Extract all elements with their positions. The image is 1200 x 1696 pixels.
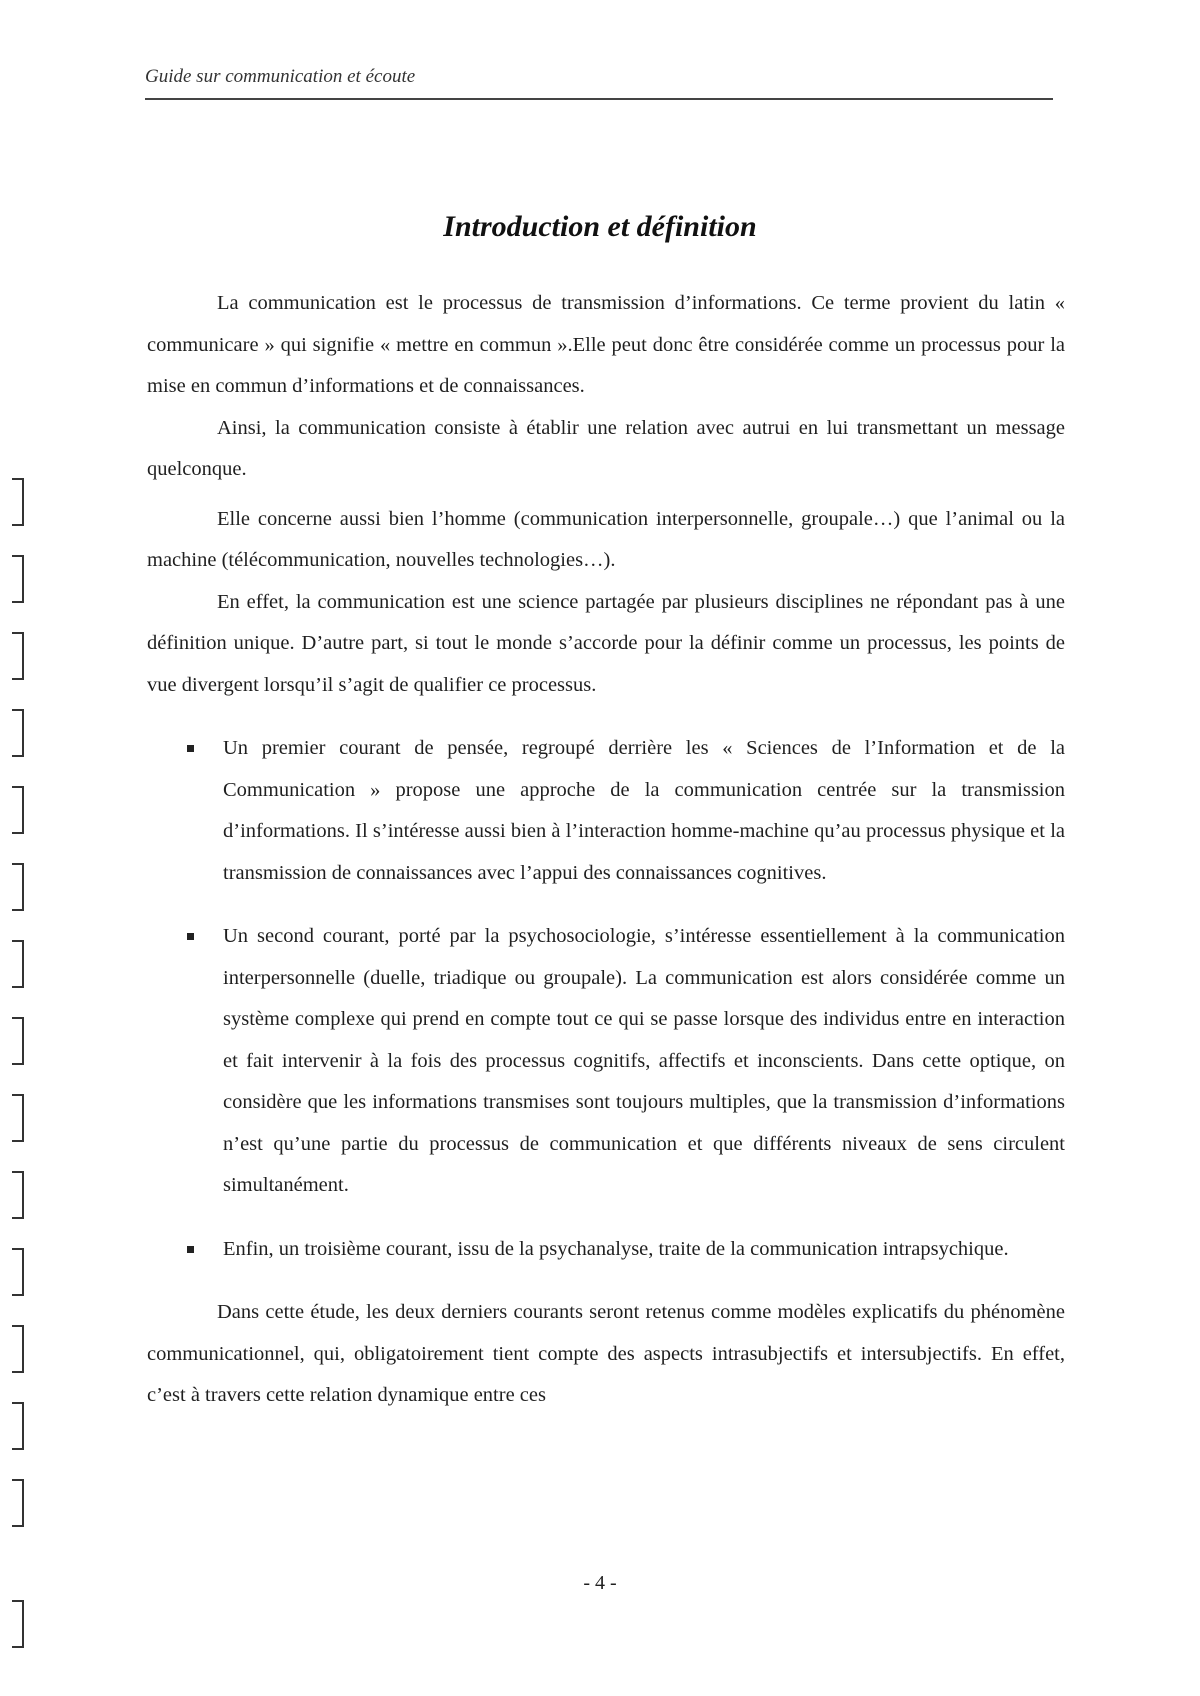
page-number: - 4 - [583, 1572, 617, 1594]
body-text [147, 283, 1065, 1417]
paragraph: Ainsi, la communication consiste à établir une relation avec autrui en lui transmettant un message quelconque. [147, 416, 1065, 480]
list-item [147, 728, 1065, 894]
binder-mark [12, 1479, 24, 1527]
binder-mark [12, 863, 24, 911]
running-header: Guide sur communication et écoute [145, 66, 416, 87]
paragraph: La communication est le processus de transmission d’informations. Ce terme provient du latin « communicare » qui signifie « mettre en commun ».Elle peut donc être considérée comme un processus pour la mise en commun d’informations et de connaissances. [147, 292, 1065, 397]
binder-mark [12, 786, 24, 834]
binder-mark [12, 940, 24, 988]
bullet-icon [187, 933, 194, 940]
header-rule [145, 98, 1053, 100]
bullet-list [147, 728, 1065, 1270]
section-title: Introduction et définition [443, 210, 757, 243]
paragraph: Elle concerne aussi bien l’homme (communication interpersonnelle, groupale…) que l’animal ou la machine (télécommunication, nouvelles technologies…). [147, 507, 1065, 571]
list-item-text: Un premier courant de pensée, regroupé derrière les « Sciences de l’Information et de la Communication » propose une approche de la communication centrée sur la transmission d’informations. Il s’intéresse aussi bien à l’interaction homme-machine qu’au processus physique et la transmission de connaissances avec l’appui des connaissances cognitives. [223, 737, 1065, 884]
binder-mark [12, 1017, 24, 1065]
binder-mark [12, 555, 24, 603]
binder-mark [12, 632, 24, 680]
binder-mark [12, 1325, 24, 1373]
bullet-icon [187, 745, 194, 752]
paragraph: En effet, la communication est une science partagée par plusieurs disciplines ne répondant pas à une définition unique. D’autre part, si tout le monde s’accorde pour la définir comme un processus, les points de vue divergent lorsqu’il s’agit de qualifier ce processus. [147, 590, 1065, 696]
paragraph: Dans cette étude, les deux derniers courants seront retenus comme modèles explicatifs du phénomène communicationnel, qui, obligatoirement tient compte des aspects intrasubjectifs et intersubjectifs. En effet, c’est à travers cette relation dynamique entre ces [147, 1301, 1065, 1406]
binder-mark [12, 1171, 24, 1219]
list-item-text: Un second courant, porté par la psychosociologie, s’intéresse essentiellement à la communication interpersonnelle (duelle, triadique ou groupale). La communication est alors considérée comme un système complexe qui prend en compte tout ce qui se passe lorsque des individus entre en interaction et fait intervenir à la fois des processus cognitifs, affectifs et inconscients. Dans cette optique, on considère que les informations transmises sont toujours multiples, que la transmission d’informations n’est qu’une partie du processus de communication et que différents niveaux de sens circulent simultanément. [223, 925, 1065, 1196]
binder-mark [12, 709, 24, 757]
binder-margin-marks [0, 0, 40, 1696]
binder-mark [12, 1094, 24, 1142]
list-item [147, 1229, 1065, 1271]
binder-mark [12, 1248, 24, 1296]
binder-mark [12, 1600, 24, 1648]
binder-mark [12, 478, 24, 526]
binder-mark [12, 1402, 24, 1450]
bullet-icon [187, 1246, 194, 1253]
list-item [147, 916, 1065, 1207]
list-item-text: Enfin, un troisième courant, issu de la psychanalyse, traite de la communication intrapsychique. [223, 1237, 1009, 1260]
